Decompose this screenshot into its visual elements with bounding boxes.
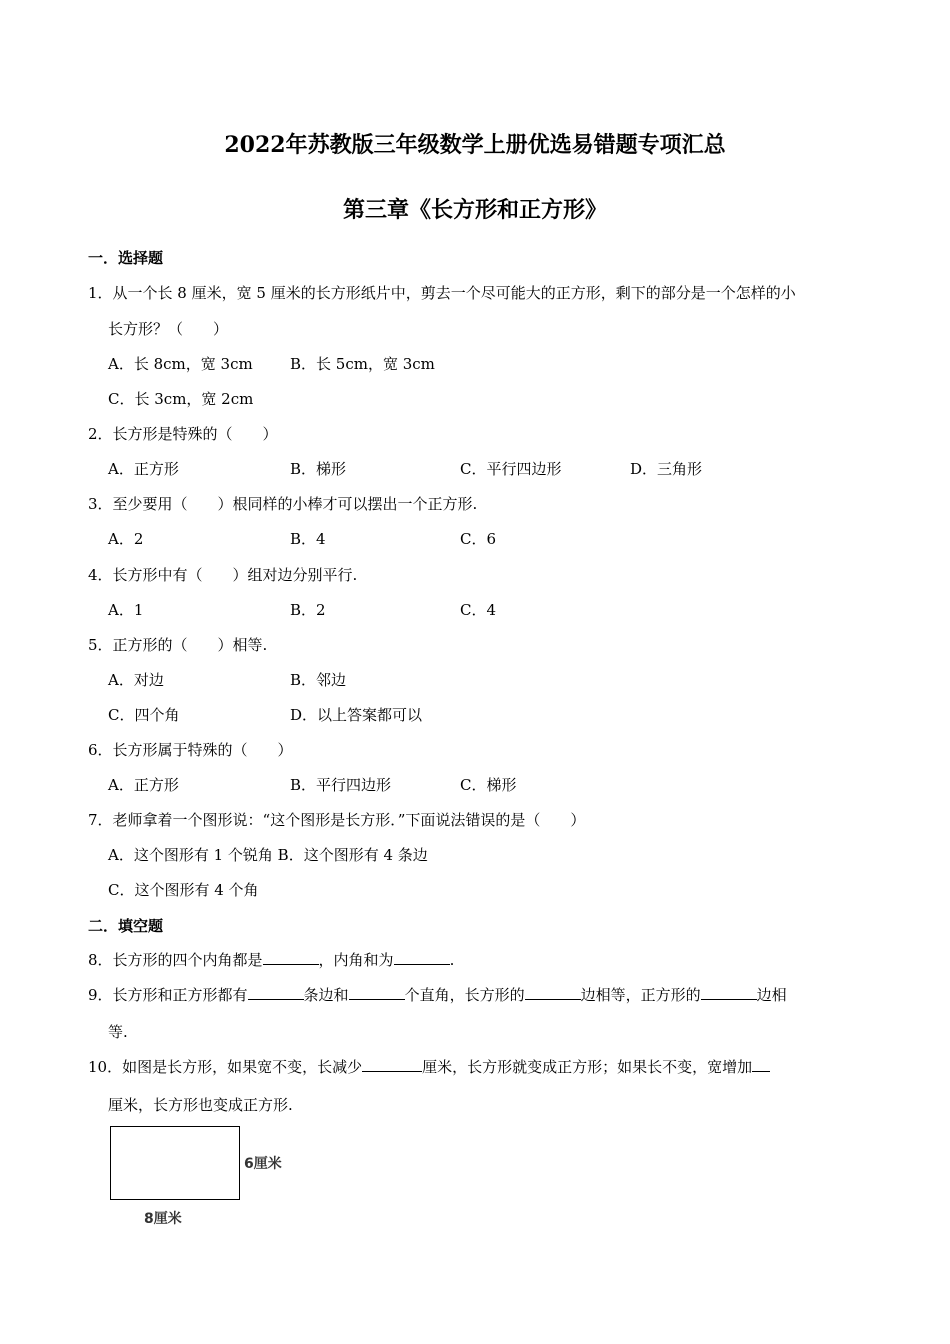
question-2-option-a: A．正方形 [108, 460, 179, 478]
question-8-part1: 8．长方形的四个内角都是 [88, 951, 263, 969]
question-7-options-ab: A．这个图形有 1 个锐角 B．这个图形有 4 条边 [108, 846, 428, 864]
answer-blank[interactable] [394, 950, 450, 965]
question-4-option-a: A．1 [108, 601, 144, 619]
answer-blank[interactable] [362, 1057, 422, 1072]
figure-length-label: 8厘米 [144, 1211, 182, 1227]
question-9-line2: 等. [108, 1023, 128, 1041]
question-7-option-c: C．这个图形有 4 个角 [108, 881, 259, 899]
answer-blank[interactable] [701, 985, 757, 1000]
question-10 [88, 1056, 770, 1077]
question-9-part4: 边相等，正方形的 [580, 986, 701, 1004]
question-4-option-c: C．4 [460, 601, 497, 619]
question-1-option-c: C．长 3cm，宽 2cm [108, 390, 254, 408]
question-2-option-b: B．梯形 [290, 460, 347, 478]
question-8-part3: . [449, 951, 455, 969]
answer-blank[interactable] [752, 1057, 770, 1072]
question-4: 4．长方形中有（ ）组对边分别平行. [88, 566, 358, 584]
question-3-option-b: B．4 [290, 530, 326, 548]
section-heading-fill: 二．填空题 [88, 917, 164, 935]
question-3: 3．至少要用（ ）根同样的小棒才可以摆出一个正方形. [88, 495, 478, 513]
question-9-part1: 9．长方形和正方形都有 [88, 986, 248, 1004]
question-1-line1: 1．从一个长 8 厘米，宽 5 厘米的长方形纸片中，剪去一个尽可能大的正方形，剩下的部分是一个怎样的小 [88, 284, 796, 302]
question-10-part1: 10．如图是长方形，如果宽不变，长减少 [88, 1058, 363, 1076]
question-5-option-c: C．四个角 [108, 706, 180, 724]
answer-blank[interactable] [263, 950, 319, 965]
question-9-part3: 个直角，长方形的 [404, 986, 525, 1004]
question-1-option-a: A．长 8cm，宽 3cm [108, 355, 253, 373]
question-5-option-b: B．邻边 [290, 671, 347, 689]
question-2-option-c: C．平行四边形 [460, 460, 562, 478]
question-10-part2: 厘米，长方形就变成正方形；如果长不变，宽增加 [422, 1058, 753, 1076]
question-1-line2: 长方形？（ ） [108, 320, 229, 338]
question-7: 7．老师拿着一个图形说：“这个图形是长方形．”下面说法错误的是（ ） [88, 811, 586, 829]
figure-width-label: 6厘米 [244, 1156, 282, 1172]
question-6-option-b: B．平行四边形 [290, 776, 392, 794]
question-1-option-b: B．长 5cm，宽 3cm [290, 355, 435, 373]
rectangle-figure [110, 1126, 240, 1200]
question-8-part2: ，内角和为 [318, 951, 394, 969]
answer-blank[interactable] [525, 985, 581, 1000]
question-6: 6．长方形属于特殊的（ ） [88, 741, 293, 759]
page-subtitle: 第三章《长方形和正方形》 [342, 197, 607, 223]
question-2: 2．长方形是特殊的（ ） [88, 425, 278, 443]
question-6-option-a: A．正方形 [108, 776, 179, 794]
answer-blank[interactable] [248, 985, 304, 1000]
question-8 [88, 949, 454, 970]
question-9 [88, 984, 787, 1005]
question-5-option-d: D．以上答案都可以 [290, 706, 423, 724]
question-5: 5．正方形的（ ）相等. [88, 636, 268, 654]
question-4-option-b: B．2 [290, 601, 326, 619]
question-6-option-c: C．梯形 [460, 776, 517, 794]
section-heading-choice: 一．选择题 [88, 249, 164, 267]
question-3-option-a: A．2 [108, 530, 144, 548]
answer-blank[interactable] [349, 985, 405, 1000]
page-title: 2022年苏教版三年级数学上册优选易错题专项汇总 [224, 132, 726, 158]
question-9-part5: 边相 [756, 986, 787, 1004]
question-2-option-d: D．三角形 [630, 460, 703, 478]
question-9-part2: 条边和 [303, 986, 349, 1004]
question-5-option-a: A．对边 [108, 671, 164, 689]
question-3-option-c: C．6 [460, 530, 497, 548]
question-10-line2: 厘米，长方形也变成正方形. [108, 1096, 293, 1114]
